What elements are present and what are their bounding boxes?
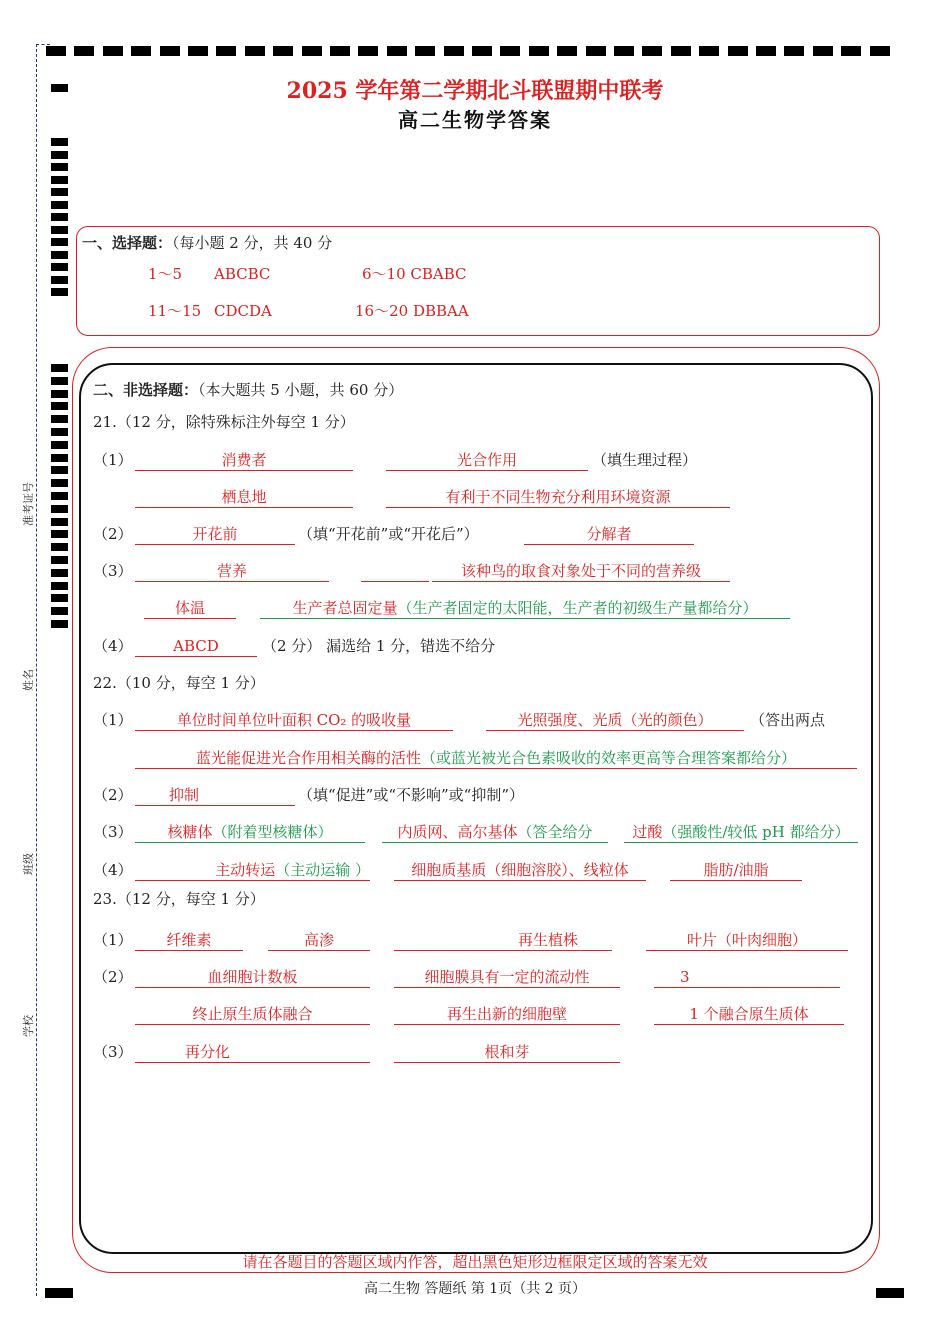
section1-row1-left: 1～5: [148, 265, 183, 283]
page-title: 2025 学年第二学期北斗联盟期中联考: [286, 78, 664, 104]
q21-answer-1: 消费者: [135, 450, 353, 471]
timing-mark: [160, 46, 180, 56]
timing-mark: [51, 466, 68, 474]
timing-mark: [51, 441, 68, 449]
q23-answer-6: 细胞膜具有一定的流动性: [394, 967, 620, 988]
timing-mark: [51, 543, 68, 551]
section1-row2-left-answer: CDCDA: [214, 302, 272, 320]
timing-mark: [728, 46, 748, 56]
page-subtitle: 高二生物学答案: [398, 108, 552, 132]
q21-part2-label: （2）: [93, 525, 133, 543]
q21-answer-3: 栖息地: [135, 487, 353, 508]
timing-mark: [51, 530, 68, 538]
timing-mark: [51, 226, 68, 234]
q21-part3-label: （3）: [93, 562, 133, 580]
q21-answer-6: 分解者: [524, 524, 694, 545]
q22-header: 22.（10 分，每空 1 分）: [93, 674, 265, 692]
timing-mark: [756, 46, 776, 56]
timing-mark: [614, 46, 634, 56]
q23-answer-11: 再分化: [135, 1042, 370, 1063]
timing-mark: [103, 46, 123, 56]
q21-answer-11: ABCD: [135, 636, 257, 657]
q23-answer-7: 3: [654, 967, 840, 988]
q21-answer-2: 光合作用: [386, 450, 588, 471]
timing-mark: [529, 46, 549, 56]
q21-part1-label: （1）: [93, 451, 133, 469]
q22-answer-5: 核糖体（附着型核糖体）: [135, 822, 365, 843]
label-name: 姓名: [22, 669, 35, 691]
q22-note-1: （答出两点: [750, 711, 826, 729]
timing-mark: [330, 46, 350, 56]
q22-answer-8: 主动转运（主动运输 ）: [135, 860, 370, 881]
q23-answer-8: 终止原生质体融合: [135, 1004, 370, 1025]
q21-note-4: （2 分） 漏选给 1 分，错选不给分: [262, 637, 496, 655]
q23-answer-5: 血细胞计数板: [135, 967, 370, 988]
q22-part4-label: （4）: [93, 861, 133, 879]
page-number: 高二生物 答题纸 第 1页（共 2 页）: [363, 1281, 587, 1297]
q21-answer-10: 生产者总固定量（生产者固定的太阳能，生产者的初级生产量都给分）: [260, 598, 790, 619]
timing-mark: [472, 46, 492, 56]
section1-row1-right: 6～10 CBABC: [362, 265, 467, 283]
timing-mark: [51, 176, 68, 184]
q21-part4-label: （4）: [93, 637, 133, 655]
q22-answer-2: 光照强度、光质（光的颜色）: [486, 710, 744, 731]
timing-mark: [51, 556, 68, 564]
timing-mark: [74, 46, 94, 56]
q23-answer-3: 再生植株: [394, 930, 612, 951]
q22-answer-10: 脂肪/油脂: [670, 860, 802, 881]
q23-answer-9: 再生出新的细胞壁: [394, 1004, 620, 1025]
timing-mark: [51, 238, 68, 246]
section1-heading: 一、选择题：（每小题 2 分，共 40 分: [82, 234, 333, 252]
timing-mark: [51, 415, 68, 423]
timing-mark: [302, 46, 322, 56]
timing-mark: [51, 364, 68, 372]
q21-answer-7: 营养: [135, 561, 329, 582]
section1-row1-left-answer: ABCBC: [214, 265, 271, 283]
timing-mark: [51, 163, 68, 171]
timing-mark: [51, 276, 68, 284]
timing-mark: [642, 46, 662, 56]
q22-answer-6: 内质网、高尔基体（答全给分: [382, 822, 608, 843]
timing-mark: [188, 46, 208, 56]
timing-mark: [841, 46, 861, 56]
q21-note-2: （填“开花前”或“开花后”）: [298, 525, 479, 543]
q23-answer-4: 叶片（叶肉细胞）: [646, 930, 848, 951]
timing-mark: [51, 454, 68, 462]
timing-mark: [387, 46, 407, 56]
section1-row2-right: 16～20 DBBAA: [355, 302, 469, 320]
binding-line-top: [36, 44, 50, 45]
section2-heading: 二、非选择题：（本大题共 5 小题，共 60 分）: [93, 381, 404, 399]
timing-mark: [51, 201, 68, 209]
timing-mark: [444, 46, 464, 56]
q23-answer-2: 高渗: [268, 930, 370, 951]
timing-mark: [51, 84, 68, 92]
q22-part1-label: （1）: [93, 711, 133, 729]
timing-mark: [51, 594, 68, 602]
timing-mark: [51, 151, 68, 159]
timing-mark: [784, 46, 804, 56]
timing-mark: [699, 46, 719, 56]
q21-answer-4: 有利于不同生物充分利用环境资源: [386, 487, 730, 508]
timing-mark: [216, 46, 236, 56]
label-exam-number: 准考证号: [22, 482, 35, 526]
q22-note-2: （填“促进”或“不影响”或“抑制”）: [298, 786, 525, 804]
q22-part3-label: （3）: [93, 823, 133, 841]
timing-mark: [586, 46, 606, 56]
answer-area-warning: 请在各题目的答题区域内作答，超出黑色矩形边框限定区域的答案无效: [242, 1253, 708, 1271]
timing-mark: [273, 46, 293, 56]
timing-mark: [51, 251, 68, 259]
q21-answer-8: 该种鸟的取食对象处于不同的营养级: [432, 561, 730, 582]
q22-answer-7: 过酸（强酸性/较低 pH 都给分）: [624, 822, 858, 843]
q21-answer-5: 开花前: [135, 524, 295, 545]
q21-header: 21.（12 分，除特殊标注外每空 1 分）: [93, 413, 355, 431]
timing-mark: [51, 569, 68, 577]
timing-mark: [51, 288, 68, 296]
q23-part2-label: （2）: [93, 968, 133, 986]
q23-part3-label: （3）: [93, 1043, 133, 1061]
q22-answer-3: 蓝光能促进光合作用相关酶的活性（或蓝光被光合色素吸收的效率更高等合理答案都给分）: [135, 748, 857, 769]
timing-mark: [51, 390, 68, 398]
timing-mark: [51, 263, 68, 271]
timing-mark: [51, 620, 68, 628]
timing-mark: [51, 138, 68, 146]
timing-mark: [51, 582, 68, 590]
q22-answer-1: 单位时间单位叶面积 CO₂ 的吸收量: [135, 710, 453, 731]
q21-note-1: （填生理过程）: [592, 451, 698, 469]
label-school: 学校: [22, 1015, 35, 1037]
q23-answer-10: 1 个融合原生质体: [654, 1004, 844, 1025]
timing-mark: [51, 428, 68, 436]
timing-mark: [671, 46, 691, 56]
q23-header: 23.（12 分，每空 1 分）: [93, 890, 265, 908]
timing-mark: [51, 607, 68, 615]
timing-mark: [51, 377, 68, 385]
q23-answer-12: 根和芽: [394, 1042, 620, 1063]
binding-line: [36, 44, 37, 1296]
timing-mark: [415, 46, 435, 56]
timing-mark: [51, 518, 68, 526]
timing-mark: [358, 46, 378, 56]
timing-mark: [51, 492, 68, 500]
timing-mark: [51, 479, 68, 487]
timing-mark: [131, 46, 151, 56]
q23-part1-label: （1）: [93, 931, 133, 949]
timing-mark: [46, 46, 66, 56]
q21-answer-8-blank: [361, 561, 429, 582]
section1-row2-left: 11～15: [148, 302, 202, 320]
timing-mark: [51, 402, 68, 410]
timing-mark: [813, 46, 833, 56]
q21-answer-9: 体温: [144, 598, 236, 619]
timing-mark: [557, 46, 577, 56]
q22-part2-label: （2）: [93, 786, 133, 804]
timing-mark: [500, 46, 520, 56]
timing-mark: [51, 213, 68, 221]
timing-mark: [245, 46, 265, 56]
label-class: 班级: [22, 853, 35, 875]
q22-answer-4: 抑制: [135, 785, 295, 806]
q22-answer-9: 细胞质基质（细胞溶胶）、线粒体: [394, 860, 646, 881]
timing-mark: [51, 188, 68, 196]
timing-mark: [870, 46, 890, 56]
timing-mark: [51, 505, 68, 513]
q23-answer-1: 纤维素: [135, 930, 243, 951]
